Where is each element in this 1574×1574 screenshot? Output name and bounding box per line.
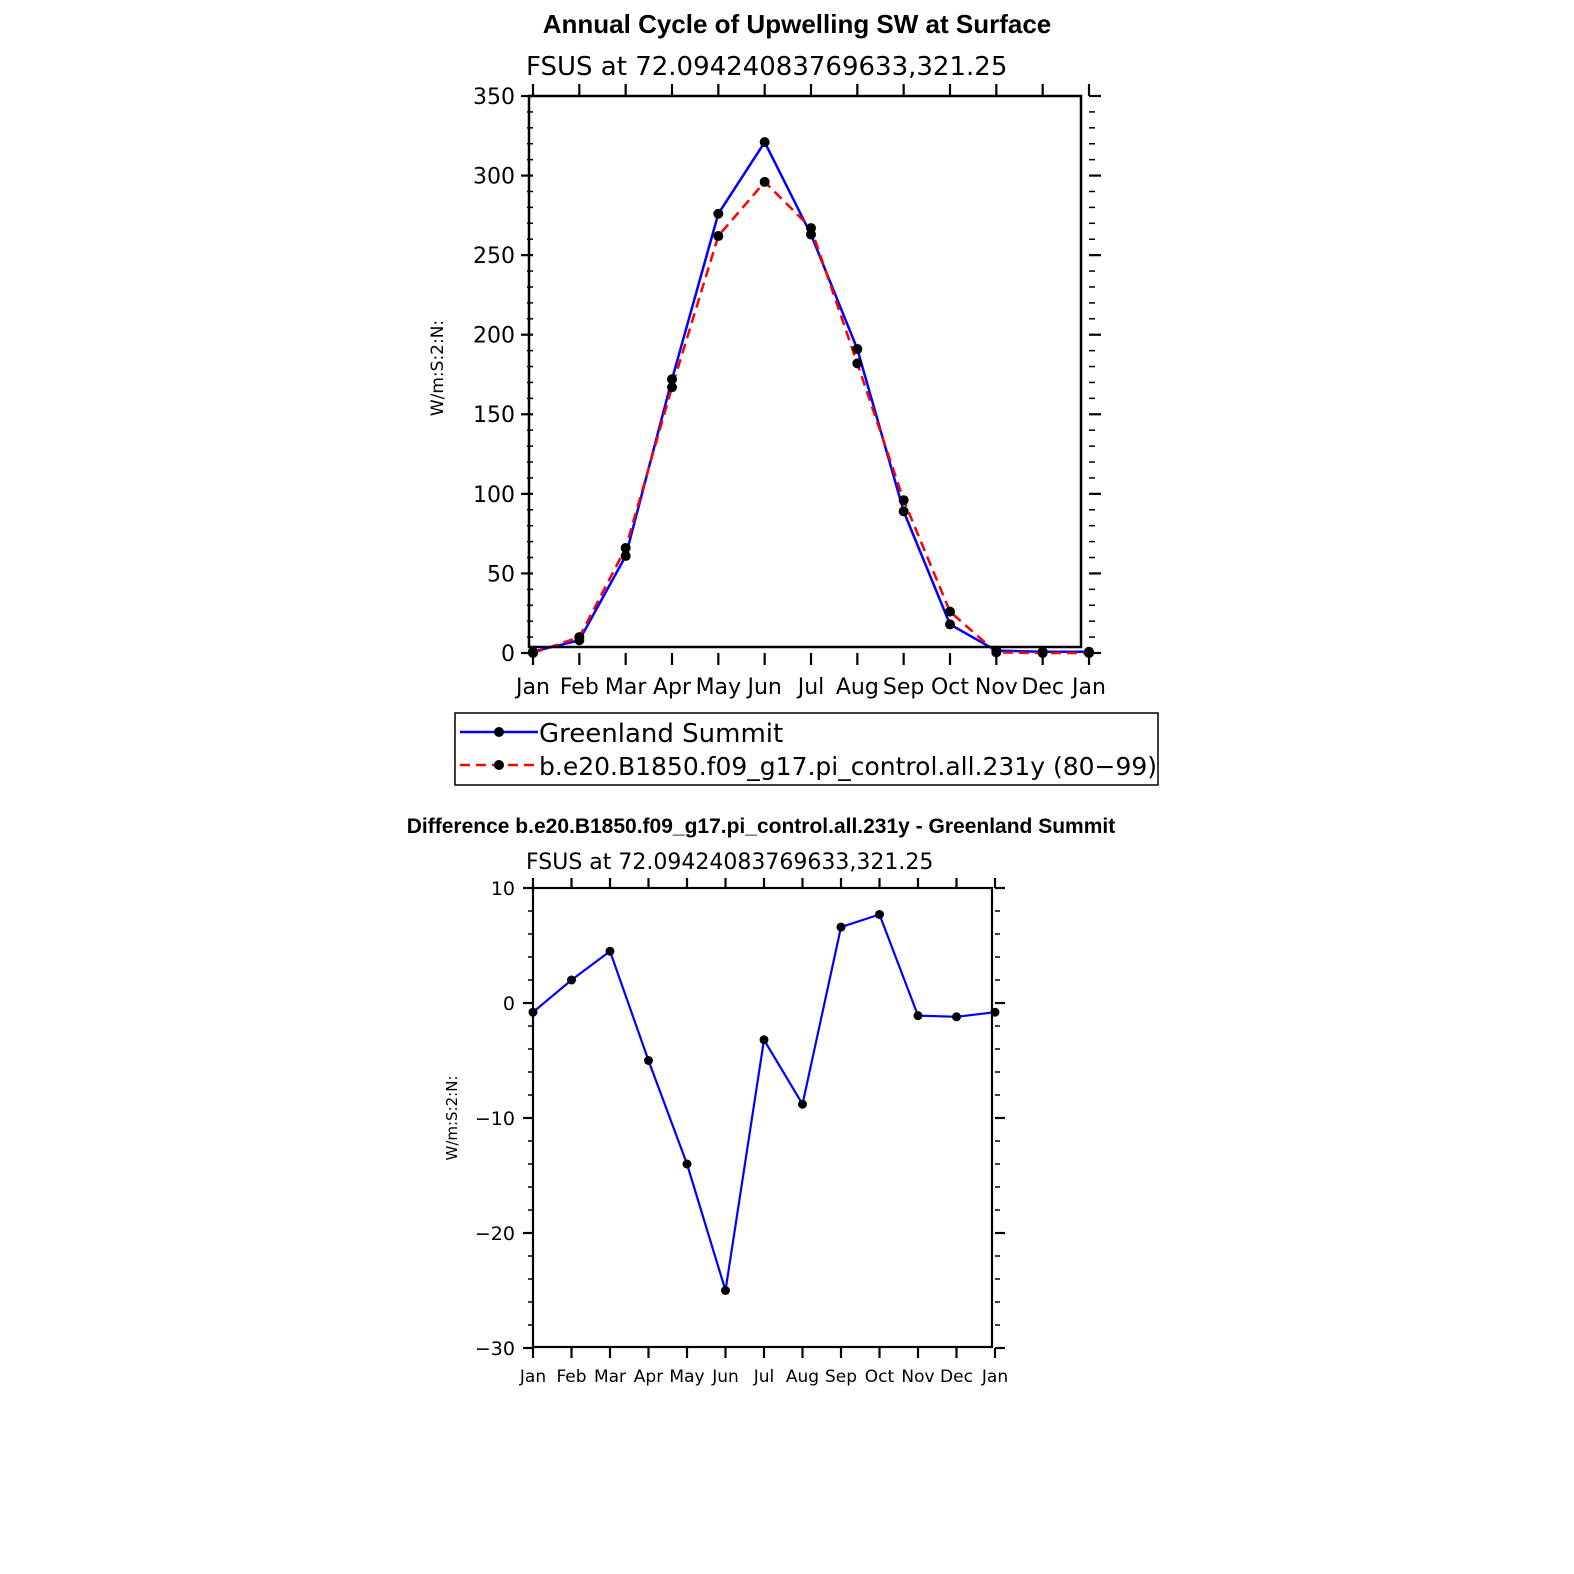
data-point [760,1035,769,1044]
data-point [567,976,576,985]
tick-layer [475,878,1008,1387]
x-tick-label: Nov [901,1367,935,1387]
data-point [574,632,584,642]
series-line-1 [533,182,1089,653]
x-tick-label: Aug [785,1367,820,1387]
x-tick-label: Sep [882,675,925,700]
chart-title: Difference b.e20.B1850.f09_g17.pi_control.all.231y - Greenland Summit [406,815,1116,838]
data-point [945,607,955,617]
data-point [713,231,723,241]
data-point [798,1100,807,1109]
x-tick-label: Apr [652,675,692,700]
series-line-0 [533,142,1089,652]
data-point [528,648,538,658]
x-tick-label: Oct [864,1367,895,1387]
data-point [806,223,816,233]
x-tick-label: Jan [516,675,550,700]
x-tick-label: May [695,675,742,700]
y-tick-label: −30 [474,1337,515,1360]
y-tick-label: 50 [487,562,515,588]
y-tick-label: 350 [473,84,515,110]
legend-label-greenland-summit: Greenland Summit [539,719,784,749]
x-tick-label: Dec [1021,675,1064,700]
legend-marker-greenland-summit [494,727,504,737]
y-axis-label: W/m:S:2:N: [428,319,448,417]
series-line-0 [533,915,995,1291]
x-tick-label: Jun [747,675,782,700]
data-point [899,506,909,516]
annual-cycle-chart [428,9,1158,785]
y-tick-label: 250 [473,244,515,270]
x-tick-label: Jan [981,1367,1009,1387]
series-layer [528,137,1094,658]
x-tick-label: Mar [593,1367,627,1387]
x-tick-label: Feb [556,1367,587,1387]
data-point [721,1286,730,1295]
data-point [899,495,909,505]
x-tick-label: Feb [559,675,599,700]
x-tick-label: Sep [824,1367,858,1387]
data-point [875,910,884,919]
data-point [713,209,723,219]
data-point [837,923,846,932]
x-tick-label: Mar [604,675,647,700]
data-point [667,382,677,392]
data-point [606,947,615,956]
chart-title: Annual Cycle of Upwelling SW at Surface [542,9,1052,39]
data-point [1084,648,1094,658]
chart-subtitle: FSUS at 72.09424083769633,321.25 [526,850,934,875]
data-point [1038,648,1048,658]
x-tick-label: Jul [753,1367,775,1387]
data-point [644,1056,653,1065]
x-tick-label: Aug [835,675,879,700]
y-tick-label: 300 [473,164,515,190]
chart-subtitle: FSUS at 72.09424083769633,321.25 [526,52,1008,82]
data-point [991,647,1001,657]
y-axis-label: W/m:S:2:N: [443,1075,461,1161]
y-tick-label: 200 [473,323,515,349]
x-tick-label: Oct [930,675,970,700]
y-tick-label: 0 [501,641,515,667]
plot-frame [529,96,1081,647]
data-point [945,619,955,629]
x-tick-label: Jul [797,675,825,700]
y-tick-label: 150 [473,403,515,429]
x-tick-label: Apr [633,1367,664,1387]
tick-layer [473,84,1106,700]
data-point [914,1011,923,1020]
x-tick-label: Dec [940,1367,973,1387]
data-point [952,1012,961,1021]
x-tick-label: Nov [974,675,1018,700]
data-point [760,137,770,147]
data-point [852,344,862,354]
data-point [760,177,770,187]
y-tick-label: −10 [474,1107,515,1130]
y-tick-label: 100 [473,482,515,508]
legend [455,713,1158,785]
x-tick-label: Jun [712,1367,739,1387]
legend-marker-model [494,760,504,770]
y-tick-label: 10 [490,877,515,900]
y-tick-label: −20 [474,1222,515,1245]
data-point [683,1160,692,1169]
x-tick-label: Jan [519,1367,547,1387]
difference-chart [407,815,1115,1387]
y-tick-label: 0 [502,992,515,1015]
x-tick-label: May [669,1367,705,1387]
x-tick-label: Jan [1072,675,1106,700]
data-point [621,543,631,553]
data-point [852,358,862,368]
series-layer [529,910,1000,1295]
legend-label-model: b.e20.B1850.f09_g17.pi_control.all.231y (80−99) [539,752,1158,781]
